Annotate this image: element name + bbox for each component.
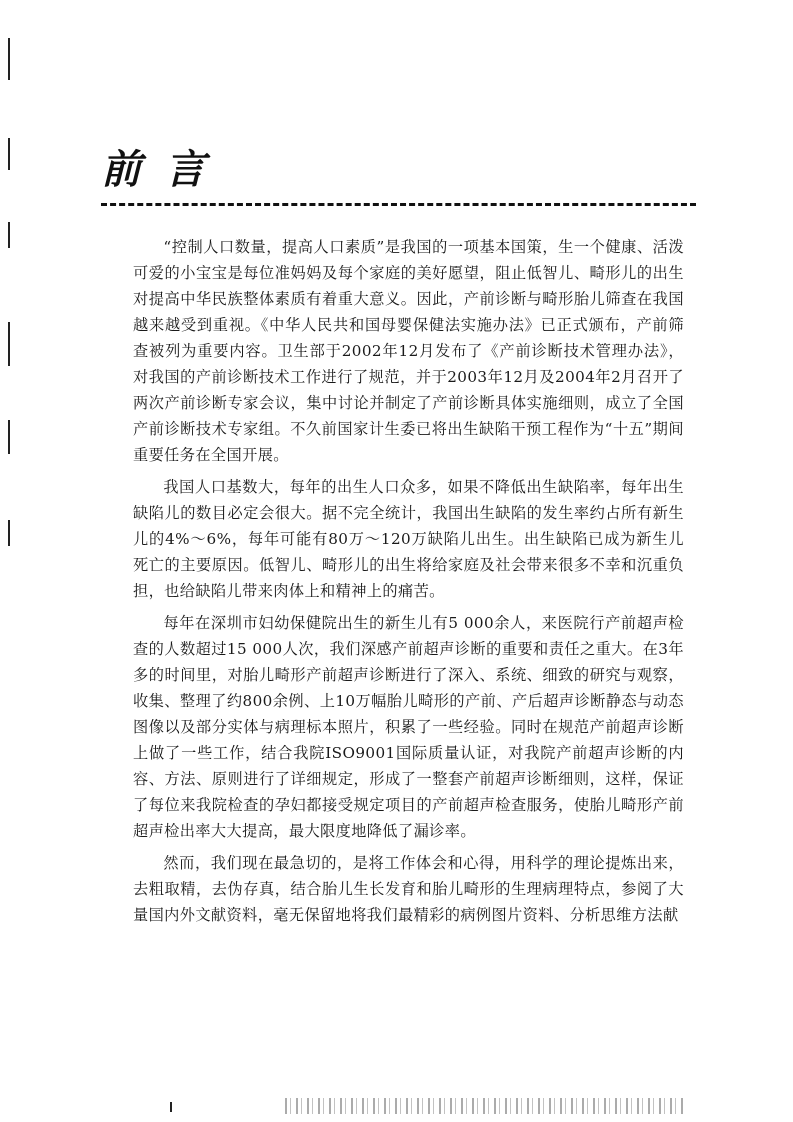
scan-footer-noise [285,1098,685,1114]
title-divider [101,203,696,206]
page-title: 前言 [101,146,229,193]
paragraph-2: 我国人口基数大，每年的出生人口众多，如果不降低出生缺陷率，每年出生缺陷儿的数目必定会很大。据不完全统计，我国出生缺陷的发生率约占所有新生儿的4%～6%，每年可能有80万～120万缺陷儿出生。出生缺陷已成为新生儿死亡的主要原因。低智儿、畸形儿的出生将给家庭及社会带来很多不幸和沉重负担，也给缺陷儿带来肉体上和精神上的痛苦。 [133,478,684,600]
page-footer-mark [170,1102,172,1112]
scan-edge-mark [8,138,10,170]
scan-edge-mark [8,420,10,454]
preface-body [133,234,684,934]
scan-edge-mark [8,520,10,546]
paragraph-4: 然而，我们现在最急切的，是将工作体会和心得，用科学的理论提炼出来，去粗取精，去伪存真，结合胎儿生长发育和胎儿畸形的生理病理特点，参阅了大量国内外文献资料，毫无保留地将我们最精彩的病例图片资料、分析思维方法献 [133,854,684,924]
scan-edge-mark [8,322,10,366]
paragraph-3: 每年在深圳市妇幼保健院出生的新生儿有5 000余人，来医院行产前超声检查的人数超过15 000人次，我们深感产前超声诊断的重要和责任之重大。在3年多的时间里，对胎儿畸形产前超声诊断进行了深入、系统、细致的研究与观察，收集、整理了约800余例、上10万幅胎儿畸形的产前、产后超声诊断静态与动态图像以及部分实体与病理标本照片，积累了一些经验。同时在规范产前超声诊断上做了一些工作，结合我院ISO9001国际质量认证，对我院产前超声诊断的内容、方法、原则进行了详细规定，形成了一整套产前超声诊断细则，这样，保证了每位来我院检查的孕妇都接受规定项目的产前超声检查服务，使胎儿畸形产前超声检出率大大提高，最大限度地降低了漏诊率。 [133,614,684,840]
paragraph-1: “控制人口数量，提高人口素质”是我国的一项基本国策，生一个健康、活泼可爱的小宝宝是每位准妈妈及每个家庭的美好愿望，阻止低智儿、畸形儿的出生对提高中华民族整体素质有着重大意义。因此，产前诊断与畸形胎儿筛查在我国越来越受到重视。《中华人民共和国母婴保健法实施办法》已正式颁布，产前筛查被列为重要内容。卫生部于2002年12月发布了《产前诊断技术管理办法》，对我国的产前诊断技术工作进行了规范，并于2003年12月及2004年2月召开了两次产前诊断专家会议，集中讨论并制定了产前诊断具体实施细则，成立了全国产前诊断技术专家组。不久前国家计生委已将出生缺陷干预工程作为“十五”期间重要任务在全国开展。 [133,238,684,464]
scan-edge-mark [8,222,10,248]
scan-edge-mark [8,38,10,80]
